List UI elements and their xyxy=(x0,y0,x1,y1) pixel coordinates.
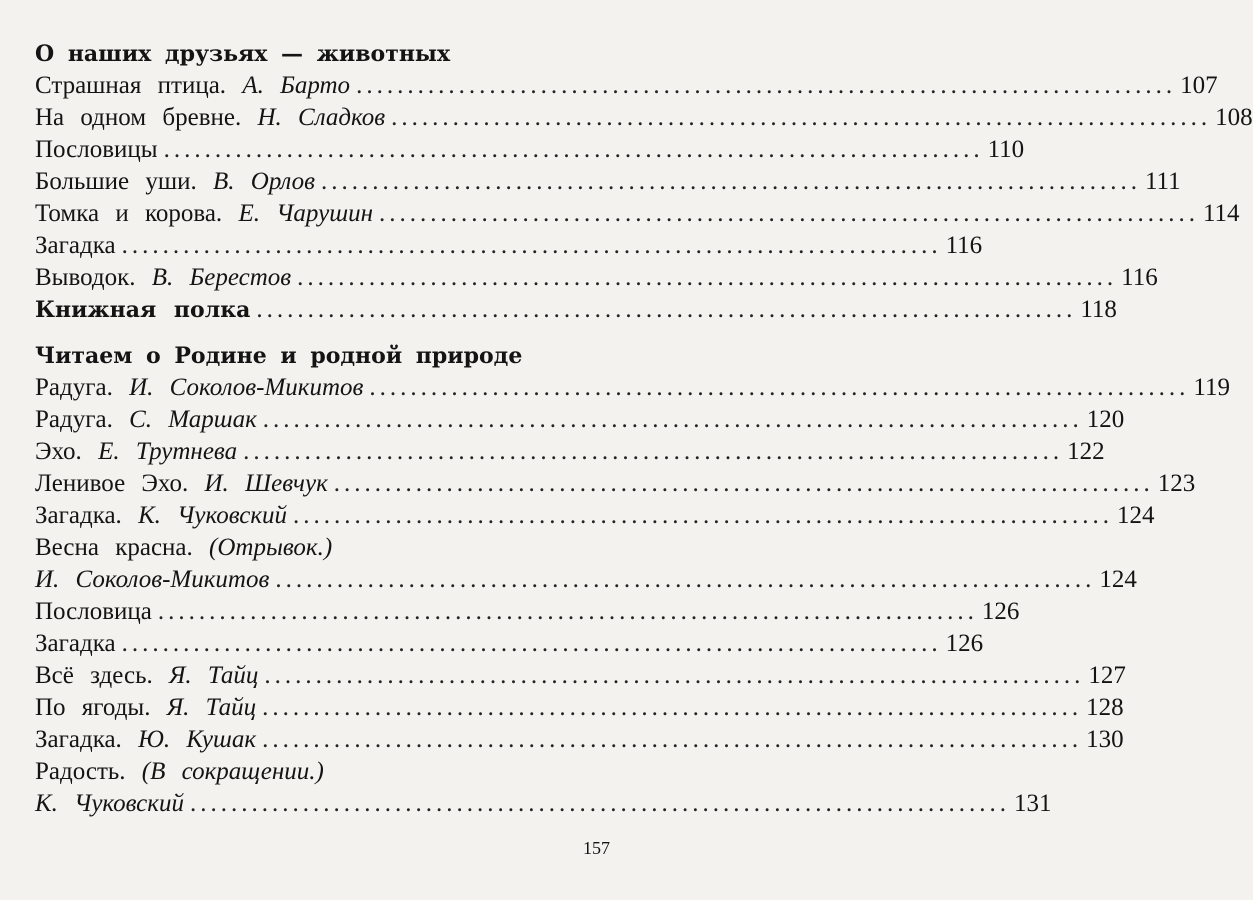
entry-author: В. Берестов xyxy=(151,264,292,291)
entry-page: 111 xyxy=(1144,168,1181,195)
dot-leader: ................................................................................ xyxy=(262,694,1083,721)
entry-page: 120 xyxy=(1086,406,1125,433)
section-title: Читаем о Родине и родной природе xyxy=(35,343,523,369)
entry-title: На одном бревне. xyxy=(35,104,242,131)
toc-entry xyxy=(35,756,610,788)
dot-leader: ................................................................................ xyxy=(356,72,1177,99)
entry-page: 119 xyxy=(1193,374,1230,401)
entry-page: 126 xyxy=(945,630,984,657)
entry-author: И. Шевчук xyxy=(204,470,328,497)
entry-page: 131 xyxy=(1013,790,1052,817)
toc-entry xyxy=(35,596,1020,628)
table-of-contents xyxy=(35,38,1253,820)
entry-author: Я. Тайц xyxy=(168,662,259,689)
entry-text xyxy=(35,500,287,532)
entry-text xyxy=(35,70,350,102)
dot-leader: ................................................................................ xyxy=(157,598,978,625)
dot-leader: ................................................................................ xyxy=(163,136,984,163)
dot-leader: ................................................................................ xyxy=(262,726,1083,753)
entry-text xyxy=(35,724,256,756)
toc-entry xyxy=(35,70,1218,102)
entry-page: 122 xyxy=(1067,438,1105,465)
entry-page: 126 xyxy=(981,598,1020,625)
entry-text xyxy=(35,198,373,230)
entry-author: С. Маршак xyxy=(129,406,257,433)
entry-author: А. Барто xyxy=(242,72,351,99)
entry-page: 127 xyxy=(1088,662,1126,689)
dot-leader: ................................................................................ xyxy=(297,264,1118,291)
entry-author: В. Орлов xyxy=(213,168,315,195)
toc-entry xyxy=(35,660,1126,692)
dot-leader: ................................................................................ xyxy=(121,630,942,657)
toc-entry xyxy=(35,404,1125,436)
entry-text xyxy=(35,134,158,166)
toc-entry xyxy=(35,724,1124,756)
entry-text xyxy=(35,532,332,564)
entry-text xyxy=(35,102,385,134)
dot-leader: ................................................................................ xyxy=(391,104,1212,131)
entry-text xyxy=(35,262,291,294)
entry-author: И. Соколов-Микитов xyxy=(129,374,364,401)
section-title: О наших друзьях — животных xyxy=(35,41,451,67)
entry-text xyxy=(35,660,258,692)
entry-title: Загадка. xyxy=(35,502,122,529)
toc-entry xyxy=(35,500,1155,532)
entries-list xyxy=(35,372,1230,820)
entry-text xyxy=(35,294,250,326)
entry-page: 110 xyxy=(987,136,1025,163)
entry-text xyxy=(35,788,184,820)
entry-title: Пословица xyxy=(35,598,152,625)
entry-page: 130 xyxy=(1086,726,1124,753)
entry-title: Страшная птица. xyxy=(35,72,227,99)
dot-leader: ................................................................................ xyxy=(189,790,1010,817)
dot-leader: ................................................................................ xyxy=(369,374,1190,401)
toc-entry xyxy=(35,532,610,564)
dot-leader: ................................................................................ xyxy=(264,662,1085,689)
toc-entry xyxy=(35,166,1181,198)
entry-title: Загадка xyxy=(35,232,116,259)
entry-author: И. Соколов-Микитов xyxy=(35,566,270,593)
toc-entry xyxy=(35,372,1230,404)
entry-page: 118 xyxy=(1080,296,1117,323)
entry-text xyxy=(35,628,116,660)
entries-list xyxy=(35,70,1253,326)
toc-entry xyxy=(35,788,1052,820)
entry-text xyxy=(35,596,152,628)
entry-page: 116 xyxy=(1121,264,1158,291)
entry-page: 124 xyxy=(1099,566,1137,593)
entry-text xyxy=(35,230,116,262)
entry-title: Ленивое Эхо. xyxy=(35,470,189,497)
entry-title: Радуга. xyxy=(35,374,113,401)
entry-text xyxy=(35,564,269,596)
entry-title: Всё здесь. xyxy=(35,662,153,689)
entry-text xyxy=(35,468,328,500)
entry-author: Я. Тайц xyxy=(166,694,257,721)
dot-leader: ................................................................................ xyxy=(243,438,1064,465)
entry-title: Томка и корова. xyxy=(35,200,223,227)
entry-title: Выводок. xyxy=(35,264,136,291)
entry-author: Е. Чарушин xyxy=(238,200,373,227)
entry-author: К. Чуковский xyxy=(35,790,184,817)
toc-entry xyxy=(35,102,1253,134)
section-animals xyxy=(35,38,1253,326)
entry-author: Н. Сладков xyxy=(257,104,386,131)
entry-text xyxy=(35,372,363,404)
dot-leader: ................................................................................ xyxy=(262,406,1083,433)
toc-entry xyxy=(35,564,1137,596)
entry-title: Эхо. xyxy=(35,438,82,465)
entry-page: 128 xyxy=(1086,694,1124,721)
dot-leader: ................................................................................ xyxy=(293,502,1114,529)
entry-page: 123 xyxy=(1157,470,1196,497)
entry-author: (В сокращении.) xyxy=(141,758,324,785)
toc-entry xyxy=(35,134,1025,166)
entry-author: Ю. Кушак xyxy=(138,726,257,753)
entry-title: Радость. xyxy=(35,758,126,785)
entry-title: Загадка xyxy=(35,630,116,657)
entry-page: 107 xyxy=(1180,72,1218,99)
toc-entry xyxy=(35,692,1124,724)
dot-leader: ................................................................................ xyxy=(378,200,1199,227)
toc-entry xyxy=(35,230,983,262)
entry-page: 108 xyxy=(1215,104,1253,131)
page-number: 157 xyxy=(583,838,610,858)
toc-entry xyxy=(35,468,1196,500)
entry-text xyxy=(35,692,256,724)
entry-title: Пословицы xyxy=(35,136,158,163)
entry-title: Большие уши. xyxy=(35,168,197,195)
entry-author: Е. Трутнева xyxy=(98,438,238,465)
dot-leader: ................................................................................ xyxy=(333,470,1154,497)
entry-title: Книжная полка xyxy=(35,297,251,323)
entry-page: 114 xyxy=(1202,200,1240,227)
entry-title: Радуга. xyxy=(35,406,113,433)
dot-leader: ................................................................................ xyxy=(275,566,1096,593)
toc-entry xyxy=(35,628,984,660)
entry-page: 116 xyxy=(945,232,983,259)
entry-text xyxy=(35,436,237,468)
entry-text xyxy=(35,166,315,198)
toc-entry xyxy=(35,294,1117,326)
entry-title: Загадка. xyxy=(35,726,122,753)
toc-entry xyxy=(35,262,1158,294)
entry-author: К. Чуковский xyxy=(138,502,288,529)
section-homeland xyxy=(35,340,1230,820)
dot-leader: ................................................................................ xyxy=(320,168,1141,195)
entry-title: Весна красна. xyxy=(35,534,193,561)
dot-leader: ................................................................................ xyxy=(256,296,1077,323)
entry-page: 124 xyxy=(1117,502,1155,529)
dot-leader: ................................................................................ xyxy=(121,232,942,259)
entry-text xyxy=(35,404,257,436)
entry-author: (Отрывок.) xyxy=(209,534,333,561)
entry-text xyxy=(35,756,324,788)
entry-title: По ягоды. xyxy=(35,694,151,721)
toc-entry xyxy=(35,436,1105,468)
toc-entry xyxy=(35,198,1240,230)
